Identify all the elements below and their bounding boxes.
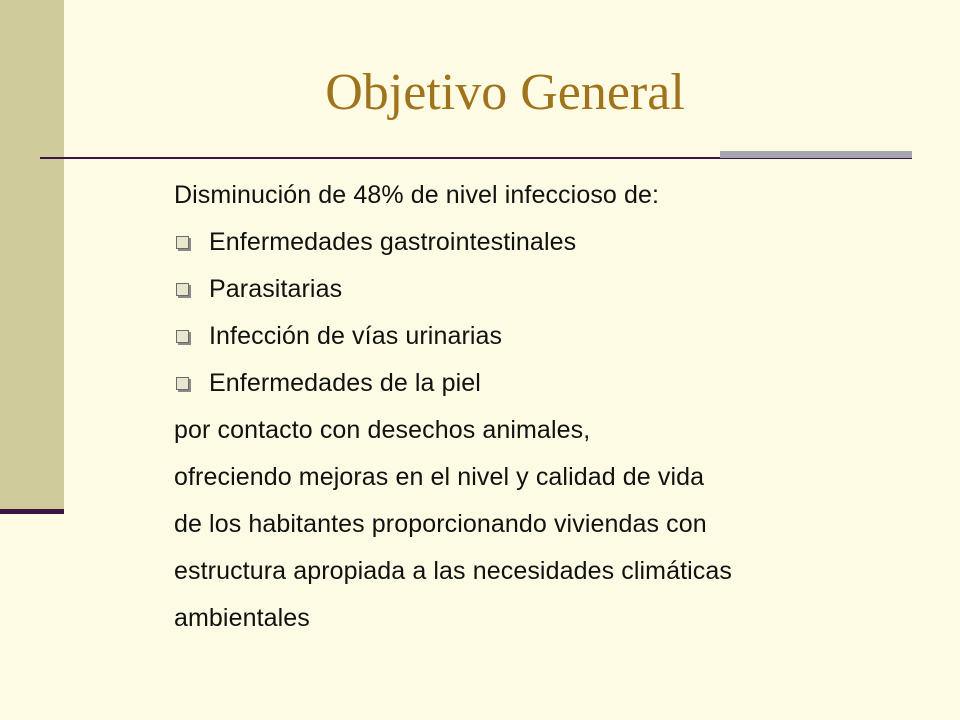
- body-text-line: estructura apropiada a las necesidades climáticas: [174, 557, 732, 585]
- bullet-label: Parasitarias: [209, 275, 343, 303]
- slide-content: [174, 172, 914, 642]
- square-bullet-icon: [176, 283, 189, 296]
- body-text-line: ambientales: [174, 604, 310, 632]
- bullet-item: [174, 313, 914, 360]
- square-bullet-icon: [176, 236, 189, 249]
- slide-title: Objetivo General: [325, 64, 685, 121]
- bullet-label: Enfermedades de la piel: [209, 369, 481, 397]
- title-underline-accent: [720, 151, 912, 158]
- bullet-label: Enfermedades gastrointestinales: [209, 228, 577, 256]
- bullet-item: [174, 266, 914, 313]
- left-accent-line: [0, 509, 64, 514]
- body-text-line: de los habitantes proporcionando viviendas con: [174, 510, 707, 538]
- bullet-label: Infección de vías urinarias: [209, 322, 503, 350]
- bullet-item: [174, 219, 914, 266]
- intro-text: Disminución de 48% de nivel infeccioso de:: [174, 181, 660, 209]
- square-bullet-icon: [176, 330, 189, 343]
- square-bullet-icon: [176, 377, 189, 390]
- body-text-line: ofreciendo mejoras en el nivel y calidad de vida: [174, 463, 705, 491]
- body-text-line: por contacto con desechos animales,: [174, 416, 591, 444]
- bullet-item: [174, 360, 914, 407]
